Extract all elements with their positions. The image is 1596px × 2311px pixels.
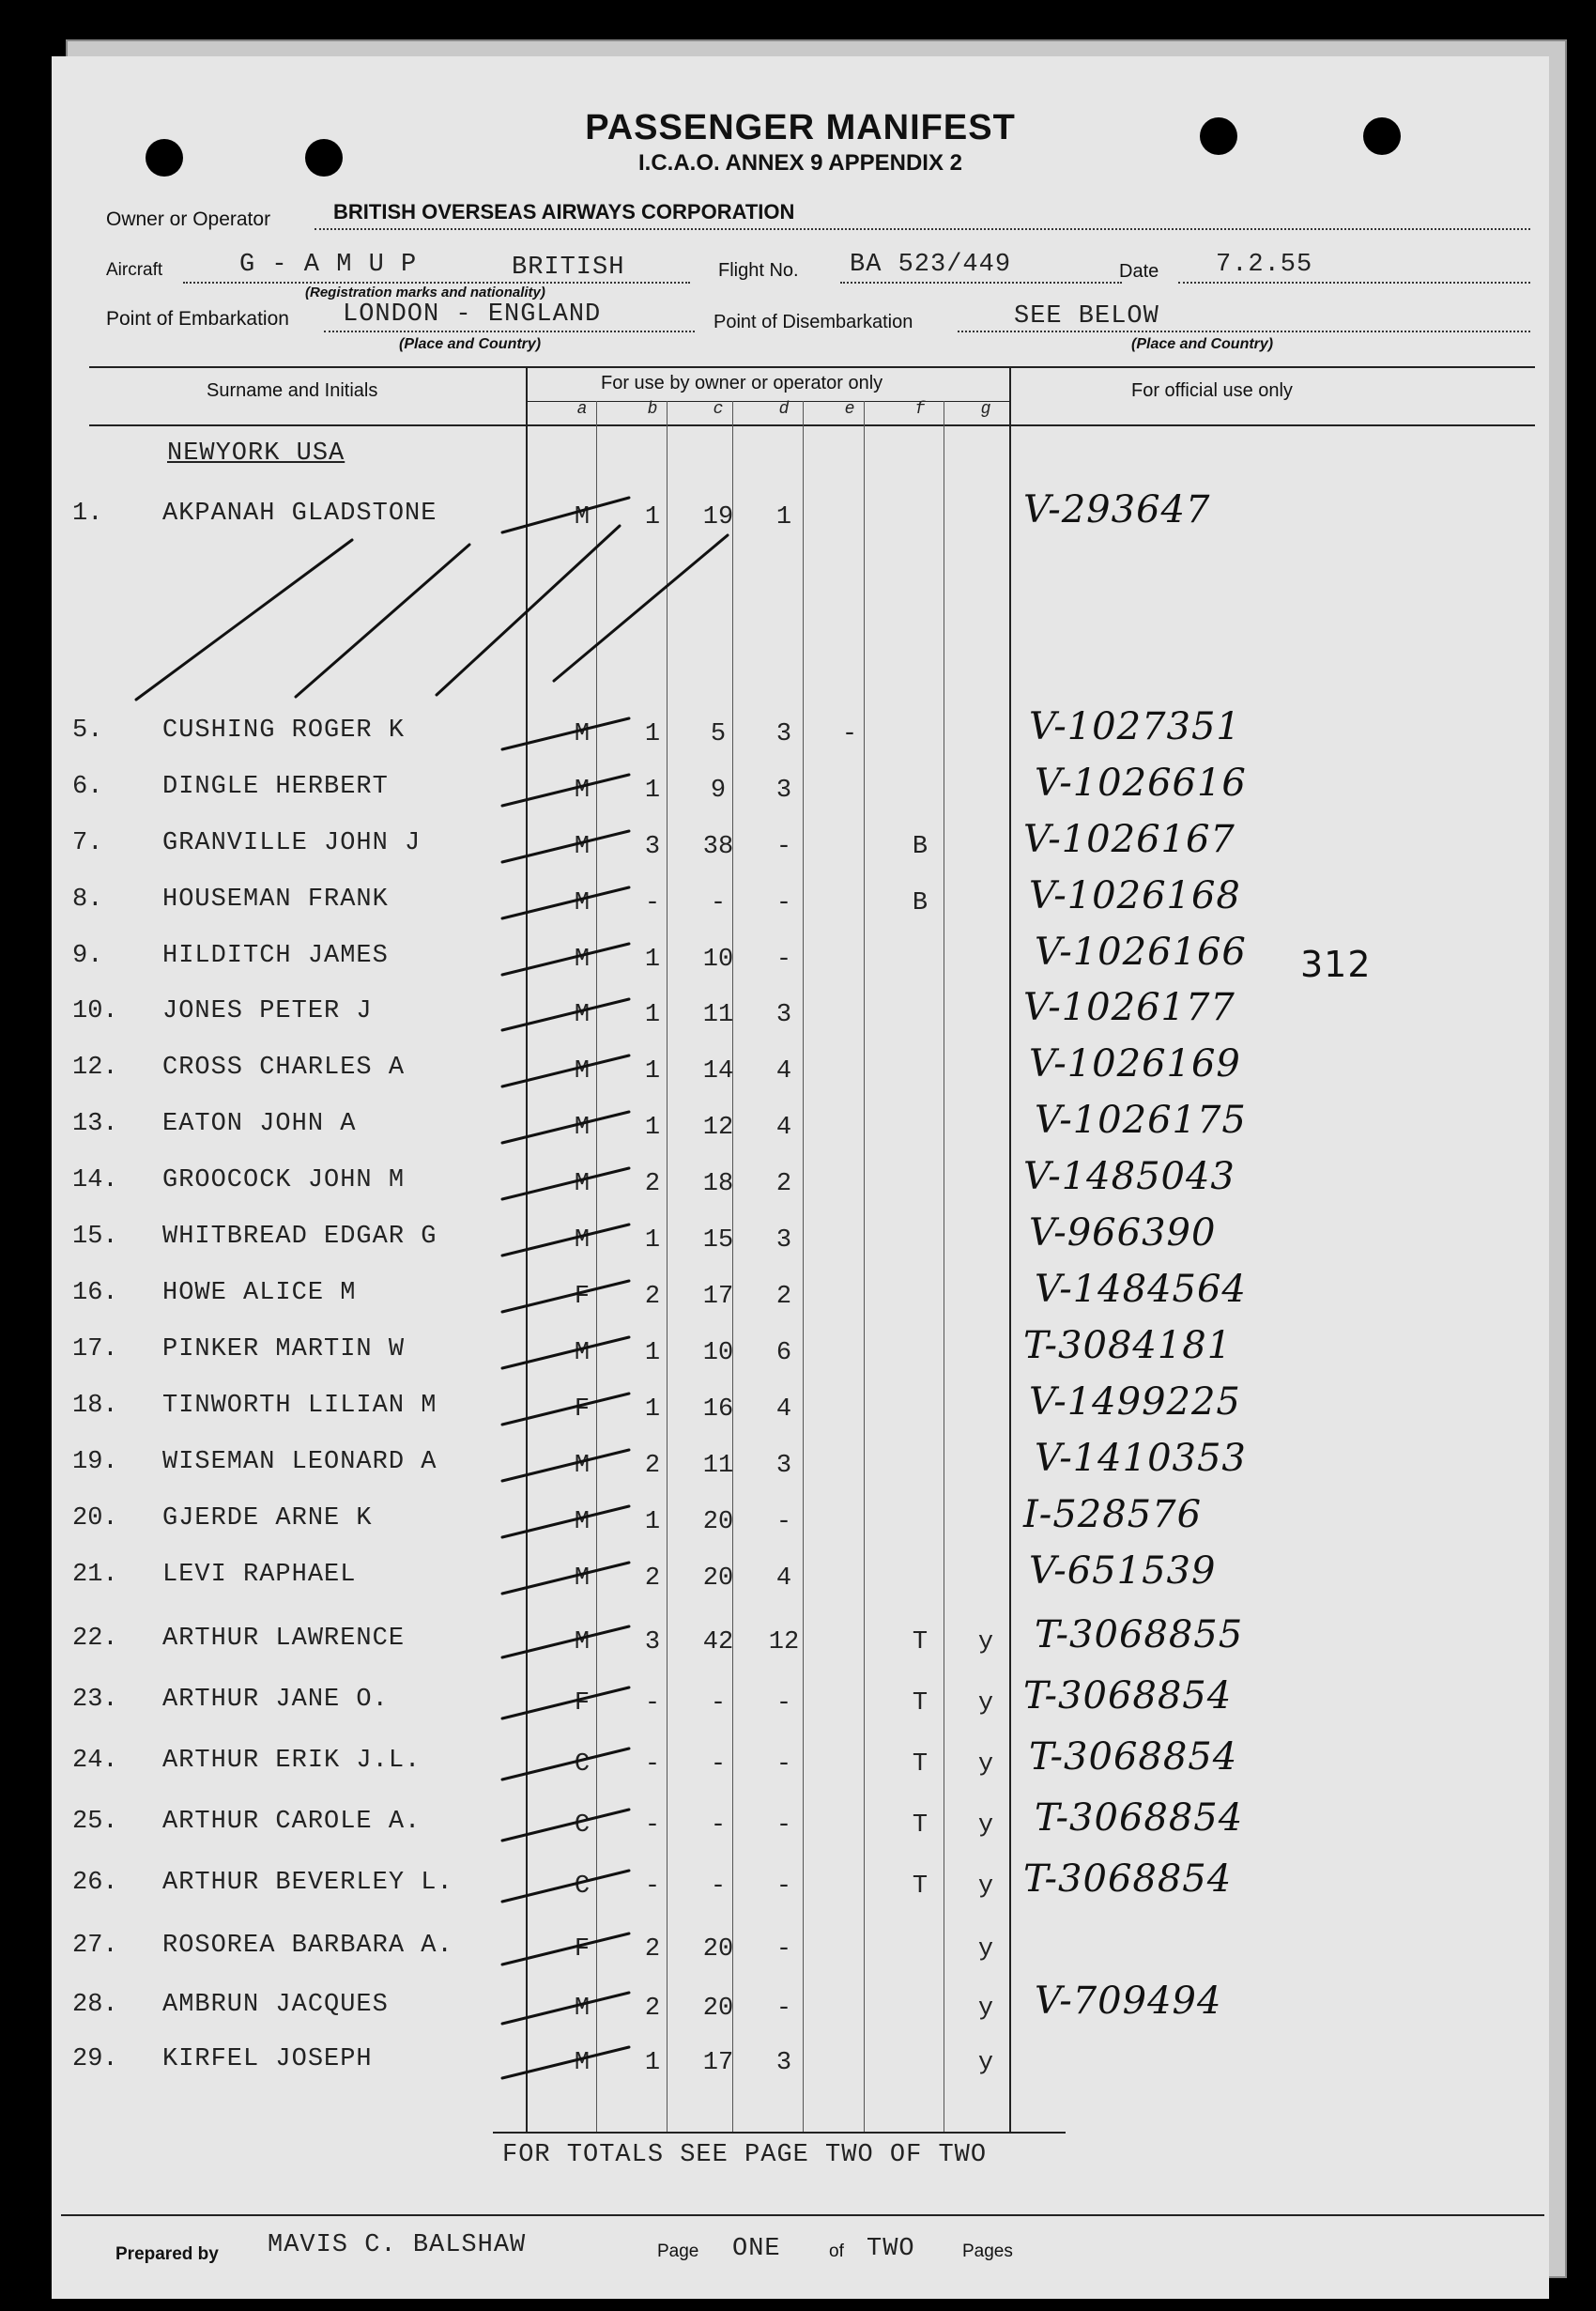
official-number: V-1026616	[1035, 762, 1247, 805]
official-number: T-3068854	[1023, 1857, 1233, 1901]
row-number: 6.	[72, 773, 103, 801]
aircraft-nationality: BRITISH	[512, 254, 625, 282]
row-number: 12.	[72, 1054, 118, 1082]
cell-a: M	[574, 503, 591, 532]
cell-g: y	[977, 1628, 994, 1656]
embark-label: Point of Embarkation	[106, 308, 289, 330]
cell-d: 3	[775, 720, 792, 748]
official-number: V-1026166	[1035, 931, 1247, 974]
cell-b: 1	[644, 1339, 661, 1367]
col-operator-header: For use by owner or operator only	[601, 373, 883, 393]
check-stroke	[502, 1055, 629, 1086]
cell-b: 1	[644, 1057, 661, 1086]
void-stroke	[296, 545, 469, 697]
passenger-name: ARTHUR ERIK J.L.	[162, 1747, 422, 1775]
cell-e: -	[841, 720, 858, 748]
row-number: 23.	[72, 1686, 118, 1714]
group-heading: NEWYORK USA	[167, 439, 345, 468]
passenger-name: ARTHUR JANE O.	[162, 1686, 389, 1714]
aircraft-note: (Registration marks and nationality)	[305, 285, 545, 300]
passenger-name: GRANVILLE JOHN J	[162, 829, 422, 857]
cell-d: 4	[775, 1395, 792, 1424]
cell-a: M	[574, 1226, 591, 1255]
row-number: 25.	[72, 1808, 118, 1836]
cell-d: -	[775, 889, 792, 917]
row-number: 16.	[72, 1279, 118, 1307]
cell-a: C	[574, 1872, 591, 1901]
cell-c: 38	[702, 833, 734, 861]
official-number: T-3068854	[1023, 1674, 1233, 1718]
cell-b: 1	[644, 1226, 661, 1255]
cell-b: 2	[644, 1935, 661, 1964]
cell-b: 1	[644, 777, 661, 805]
passenger-name: GROOCOCK JOHN M	[162, 1166, 406, 1194]
cell-a: M	[574, 1001, 591, 1029]
passenger-name: WHITBREAD EDGAR G	[162, 1223, 437, 1251]
cell-f: T	[912, 1872, 928, 1901]
official-number: V-1027351	[1029, 705, 1241, 748]
cell-c: -	[710, 1750, 727, 1779]
cell-c: 11	[702, 1001, 734, 1029]
col-name-header: Surname and Initials	[207, 380, 378, 401]
handwritten-strikes	[52, 56, 1549, 2299]
cell-c: 10	[702, 1339, 734, 1367]
owner-label: Owner or Operator	[106, 208, 271, 230]
row-number: 1.	[72, 500, 103, 528]
row-number: 24.	[72, 1747, 118, 1775]
aircraft-label: Aircraft	[106, 260, 163, 280]
row-number: 7.	[72, 829, 103, 857]
cell-c: 20	[702, 1935, 734, 1964]
check-stroke	[502, 1626, 629, 1657]
cell-c: 20	[702, 1995, 734, 2023]
check-stroke	[502, 1506, 629, 1537]
official-number: V-709494	[1035, 1980, 1222, 2023]
check-stroke	[502, 831, 629, 862]
cell-d: 6	[775, 1339, 792, 1367]
page-value: ONE	[732, 2235, 781, 2263]
passenger-name: HOUSEMAN FRANK	[162, 886, 389, 914]
row-number: 21.	[72, 1561, 118, 1589]
cell-d: -	[775, 1935, 792, 1964]
check-stroke	[502, 1993, 629, 2024]
disembark-note: (Place and Country)	[1131, 336, 1274, 352]
cell-a: M	[574, 720, 591, 748]
cell-a: M	[574, 1628, 591, 1656]
cell-d: -	[775, 1995, 792, 2023]
cell-f: T	[912, 1689, 928, 1718]
official-number: V-1499225	[1029, 1380, 1241, 1424]
row-number: 13.	[72, 1110, 118, 1138]
passenger-name: HILDITCH JAMES	[162, 942, 389, 970]
passenger-name: EATON JOHN A	[162, 1110, 357, 1138]
sub-col-header: g	[980, 400, 991, 419]
check-stroke	[502, 1394, 629, 1425]
official-number: T-3068854	[1035, 1796, 1244, 1840]
cell-d: -	[775, 1750, 792, 1779]
cell-b: -	[644, 1689, 661, 1718]
cell-d: 4	[775, 1114, 792, 1142]
of-label: of	[829, 2242, 844, 2261]
cell-b: 2	[644, 1170, 661, 1198]
cell-a: C	[574, 1811, 591, 1840]
cell-d: -	[775, 1872, 792, 1901]
cell-b: 1	[644, 503, 661, 532]
cell-d: 4	[775, 1057, 792, 1086]
passenger-name: KIRFEL JOSEPH	[162, 2045, 373, 2073]
cell-c: 17	[702, 1283, 734, 1311]
official-number: V-1026169	[1029, 1042, 1241, 1086]
cell-b: -	[644, 889, 661, 917]
row-number: 10.	[72, 997, 118, 1025]
row-number: 17.	[72, 1335, 118, 1363]
official-number: V-1026177	[1023, 986, 1235, 1029]
cell-b: -	[644, 1872, 661, 1901]
passenger-name: ROSOREA BARBARA A.	[162, 1932, 453, 1960]
passenger-name: ARTHUR BEVERLEY L.	[162, 1869, 453, 1897]
cell-f: T	[912, 1750, 928, 1779]
cell-c: 18	[702, 1170, 734, 1198]
of-value: TWO	[867, 2235, 915, 2263]
cell-c: 11	[702, 1452, 734, 1480]
official-number: T-3084181	[1023, 1324, 1233, 1367]
sub-col-header: e	[844, 400, 855, 419]
cell-b: 1	[644, 1114, 661, 1142]
cell-c: 20	[702, 1508, 734, 1536]
cell-d: -	[775, 1811, 792, 1840]
prepared-label: Prepared by	[115, 2244, 219, 2264]
cell-d: 3	[775, 1452, 792, 1480]
cell-d: 3	[775, 777, 792, 805]
cell-c: -	[710, 1872, 727, 1901]
flight-value: BA 523/449	[850, 251, 1012, 279]
cell-d: 2	[775, 1283, 792, 1311]
cell-a: M	[574, 1114, 591, 1142]
cell-f: T	[912, 1628, 928, 1656]
totals-note: FOR TOTALS SEE PAGE TWO OF TWO	[502, 2141, 988, 2169]
cell-a: F	[574, 1689, 591, 1718]
cell-b: 2	[644, 1564, 661, 1593]
cell-g: y	[977, 1872, 994, 1901]
cell-c: 10	[702, 946, 734, 974]
cell-g: y	[977, 1811, 994, 1840]
row-number: 14.	[72, 1166, 118, 1194]
cell-c: 19	[702, 503, 734, 532]
check-stroke	[502, 1687, 629, 1718]
passenger-name: GJERDE ARNE K	[162, 1504, 373, 1533]
date-value: 7.2.55	[1216, 251, 1313, 279]
embark-value: LONDON - ENGLAND	[343, 300, 602, 329]
cell-c: 12	[702, 1114, 734, 1142]
cell-d: -	[775, 1689, 792, 1718]
check-stroke	[502, 1168, 629, 1199]
check-stroke	[502, 1225, 629, 1256]
row-number: 5.	[72, 716, 103, 745]
row-number: 19.	[72, 1448, 118, 1476]
row-number: 20.	[72, 1504, 118, 1533]
official-number: V-1026175	[1035, 1099, 1247, 1142]
cell-a: F	[574, 1395, 591, 1424]
page-title: PASSENGER MANIFEST	[585, 108, 1016, 147]
cell-b: 3	[644, 833, 661, 861]
sub-col-header: d	[778, 400, 790, 419]
row-number: 15.	[72, 1223, 118, 1251]
cell-d: 1	[775, 503, 792, 532]
check-stroke	[502, 1112, 629, 1143]
cell-a: M	[574, 1995, 591, 2023]
cell-a: M	[574, 2049, 591, 2077]
check-stroke	[502, 1281, 629, 1312]
passenger-name: LEVI RAPHAEL	[162, 1561, 357, 1589]
official-number: V-966390	[1029, 1211, 1217, 1255]
cell-a: M	[574, 946, 591, 974]
official-number: T-3068854	[1029, 1735, 1238, 1779]
flight-label: Flight No.	[718, 260, 799, 281]
cell-c: -	[710, 1689, 727, 1718]
cell-c: 42	[702, 1628, 734, 1656]
check-stroke	[502, 887, 629, 918]
cell-g: y	[977, 2049, 994, 2077]
sub-col-header: b	[647, 400, 658, 419]
check-stroke	[502, 1563, 629, 1594]
row-number: 26.	[72, 1869, 118, 1897]
cell-d: 3	[775, 2049, 792, 2077]
cell-b: 3	[644, 1628, 661, 1656]
check-stroke	[502, 2047, 629, 2078]
cell-a: M	[574, 1339, 591, 1367]
cell-b: 2	[644, 1995, 661, 2023]
cell-b: 1	[644, 720, 661, 748]
official-number: V-1485043	[1023, 1155, 1235, 1198]
cell-c: 15	[702, 1226, 734, 1255]
cell-b: 1	[644, 1001, 661, 1029]
cell-c: 16	[702, 1395, 734, 1424]
official-number: T-3068855	[1035, 1613, 1244, 1656]
cell-c: 9	[710, 777, 727, 805]
void-stroke	[554, 535, 728, 681]
official-number: V-1410353	[1035, 1437, 1247, 1480]
side-note: 312	[1300, 944, 1372, 985]
cell-b: 2	[644, 1452, 661, 1480]
cell-g: y	[977, 1750, 994, 1779]
cell-a: F	[574, 1935, 591, 1964]
row-number: 8.	[72, 886, 103, 914]
cell-d: -	[775, 833, 792, 861]
row-number: 9.	[72, 942, 103, 970]
check-stroke	[502, 1749, 629, 1779]
manifest-page	[52, 56, 1549, 2299]
cell-a: F	[574, 1283, 591, 1311]
official-number: V-1484564	[1035, 1268, 1247, 1311]
passenger-name: PINKER MARTIN W	[162, 1335, 406, 1363]
date-label: Date	[1119, 261, 1159, 282]
cell-a: M	[574, 833, 591, 861]
official-number: I-528576	[1023, 1493, 1203, 1536]
cell-c: -	[710, 1811, 727, 1840]
cell-a: M	[574, 1057, 591, 1086]
passenger-name: TINWORTH LILIAN M	[162, 1392, 437, 1420]
page-subtitle: I.C.A.O. ANNEX 9 APPENDIX 2	[638, 150, 962, 176]
passenger-name: HOWE ALICE M	[162, 1279, 357, 1307]
cell-d: 2	[775, 1170, 792, 1198]
passenger-name: AMBRUN JACQUES	[162, 1991, 389, 2019]
cell-b: -	[644, 1811, 661, 1840]
cell-c: 20	[702, 1564, 734, 1593]
passenger-name: DINGLE HERBERT	[162, 773, 389, 801]
cell-f: B	[912, 889, 928, 917]
cell-b: 2	[644, 1283, 661, 1311]
cell-d: 3	[775, 1226, 792, 1255]
cell-d: -	[775, 946, 792, 974]
cell-a: M	[574, 1452, 591, 1480]
check-stroke	[502, 1450, 629, 1481]
check-stroke	[502, 1871, 629, 1902]
cell-c: 5	[710, 720, 727, 748]
check-stroke	[502, 498, 629, 532]
cell-a: M	[574, 1170, 591, 1198]
cell-a: M	[574, 1508, 591, 1536]
cell-a: M	[574, 889, 591, 917]
cell-b: -	[644, 1750, 661, 1779]
cell-b: 1	[644, 1395, 661, 1424]
check-stroke	[502, 1337, 629, 1368]
official-number: V-651539	[1029, 1549, 1217, 1593]
sub-col-header: a	[576, 400, 588, 419]
cell-b: 1	[644, 2049, 661, 2077]
row-number: 22.	[72, 1625, 118, 1653]
aircraft-value: G - A M U P	[239, 251, 418, 279]
disembark-value: SEE BELOW	[1014, 302, 1159, 331]
cell-d: -	[775, 1508, 792, 1536]
cell-f: B	[912, 833, 928, 861]
pages-label: Pages	[962, 2242, 1013, 2261]
passenger-name: CUSHING ROGER K	[162, 716, 406, 745]
disembark-label: Point of Disembarkation	[714, 312, 913, 332]
official-number: V-1026168	[1029, 874, 1241, 917]
owner-value: BRITISH OVERSEAS AIRWAYS CORPORATION	[333, 200, 795, 223]
check-stroke	[502, 775, 629, 806]
prepared-value: MAVIS C. BALSHAW	[268, 2231, 527, 2259]
check-stroke	[502, 944, 629, 975]
cell-c: 14	[702, 1057, 734, 1086]
passenger-name: AKPANAH GLADSTONE	[162, 500, 437, 528]
sub-col-header: c	[713, 400, 724, 419]
cell-a: M	[574, 777, 591, 805]
check-stroke	[502, 999, 629, 1030]
row-number: 18.	[72, 1392, 118, 1420]
passenger-name: WISEMAN LEONARD A	[162, 1448, 437, 1476]
passenger-name: ARTHUR LAWRENCE	[162, 1625, 406, 1653]
page-label: Page	[657, 2242, 699, 2261]
cell-f: T	[912, 1811, 928, 1840]
row-number: 27.	[72, 1932, 118, 1960]
official-number: V-293647	[1023, 488, 1211, 532]
row-number: 28.	[72, 1991, 118, 2019]
cell-a: C	[574, 1750, 591, 1779]
col-official-header: For official use only	[1131, 380, 1293, 401]
cell-c: 17	[702, 2049, 734, 2077]
cell-b: 1	[644, 946, 661, 974]
cell-b: 1	[644, 1508, 661, 1536]
cell-d: 3	[775, 1001, 792, 1029]
cell-c: -	[710, 889, 727, 917]
passenger-name: ARTHUR CAROLE A.	[162, 1808, 422, 1836]
sub-col-header: f	[914, 400, 926, 419]
cell-g: y	[977, 1935, 994, 1964]
official-number: V-1026167	[1023, 818, 1235, 861]
passenger-name: JONES PETER J	[162, 997, 373, 1025]
check-stroke	[502, 1810, 629, 1841]
check-stroke	[502, 718, 629, 749]
row-number: 29.	[72, 2045, 118, 2073]
passenger-name: CROSS CHARLES A	[162, 1054, 406, 1082]
cell-g: y	[977, 1995, 994, 2023]
embark-note: (Place and Country)	[399, 336, 542, 352]
cell-a: M	[574, 1564, 591, 1593]
cell-d: 4	[775, 1564, 792, 1593]
cell-d: 12	[768, 1628, 800, 1656]
cell-g: y	[977, 1689, 994, 1718]
check-stroke	[502, 1934, 629, 1964]
